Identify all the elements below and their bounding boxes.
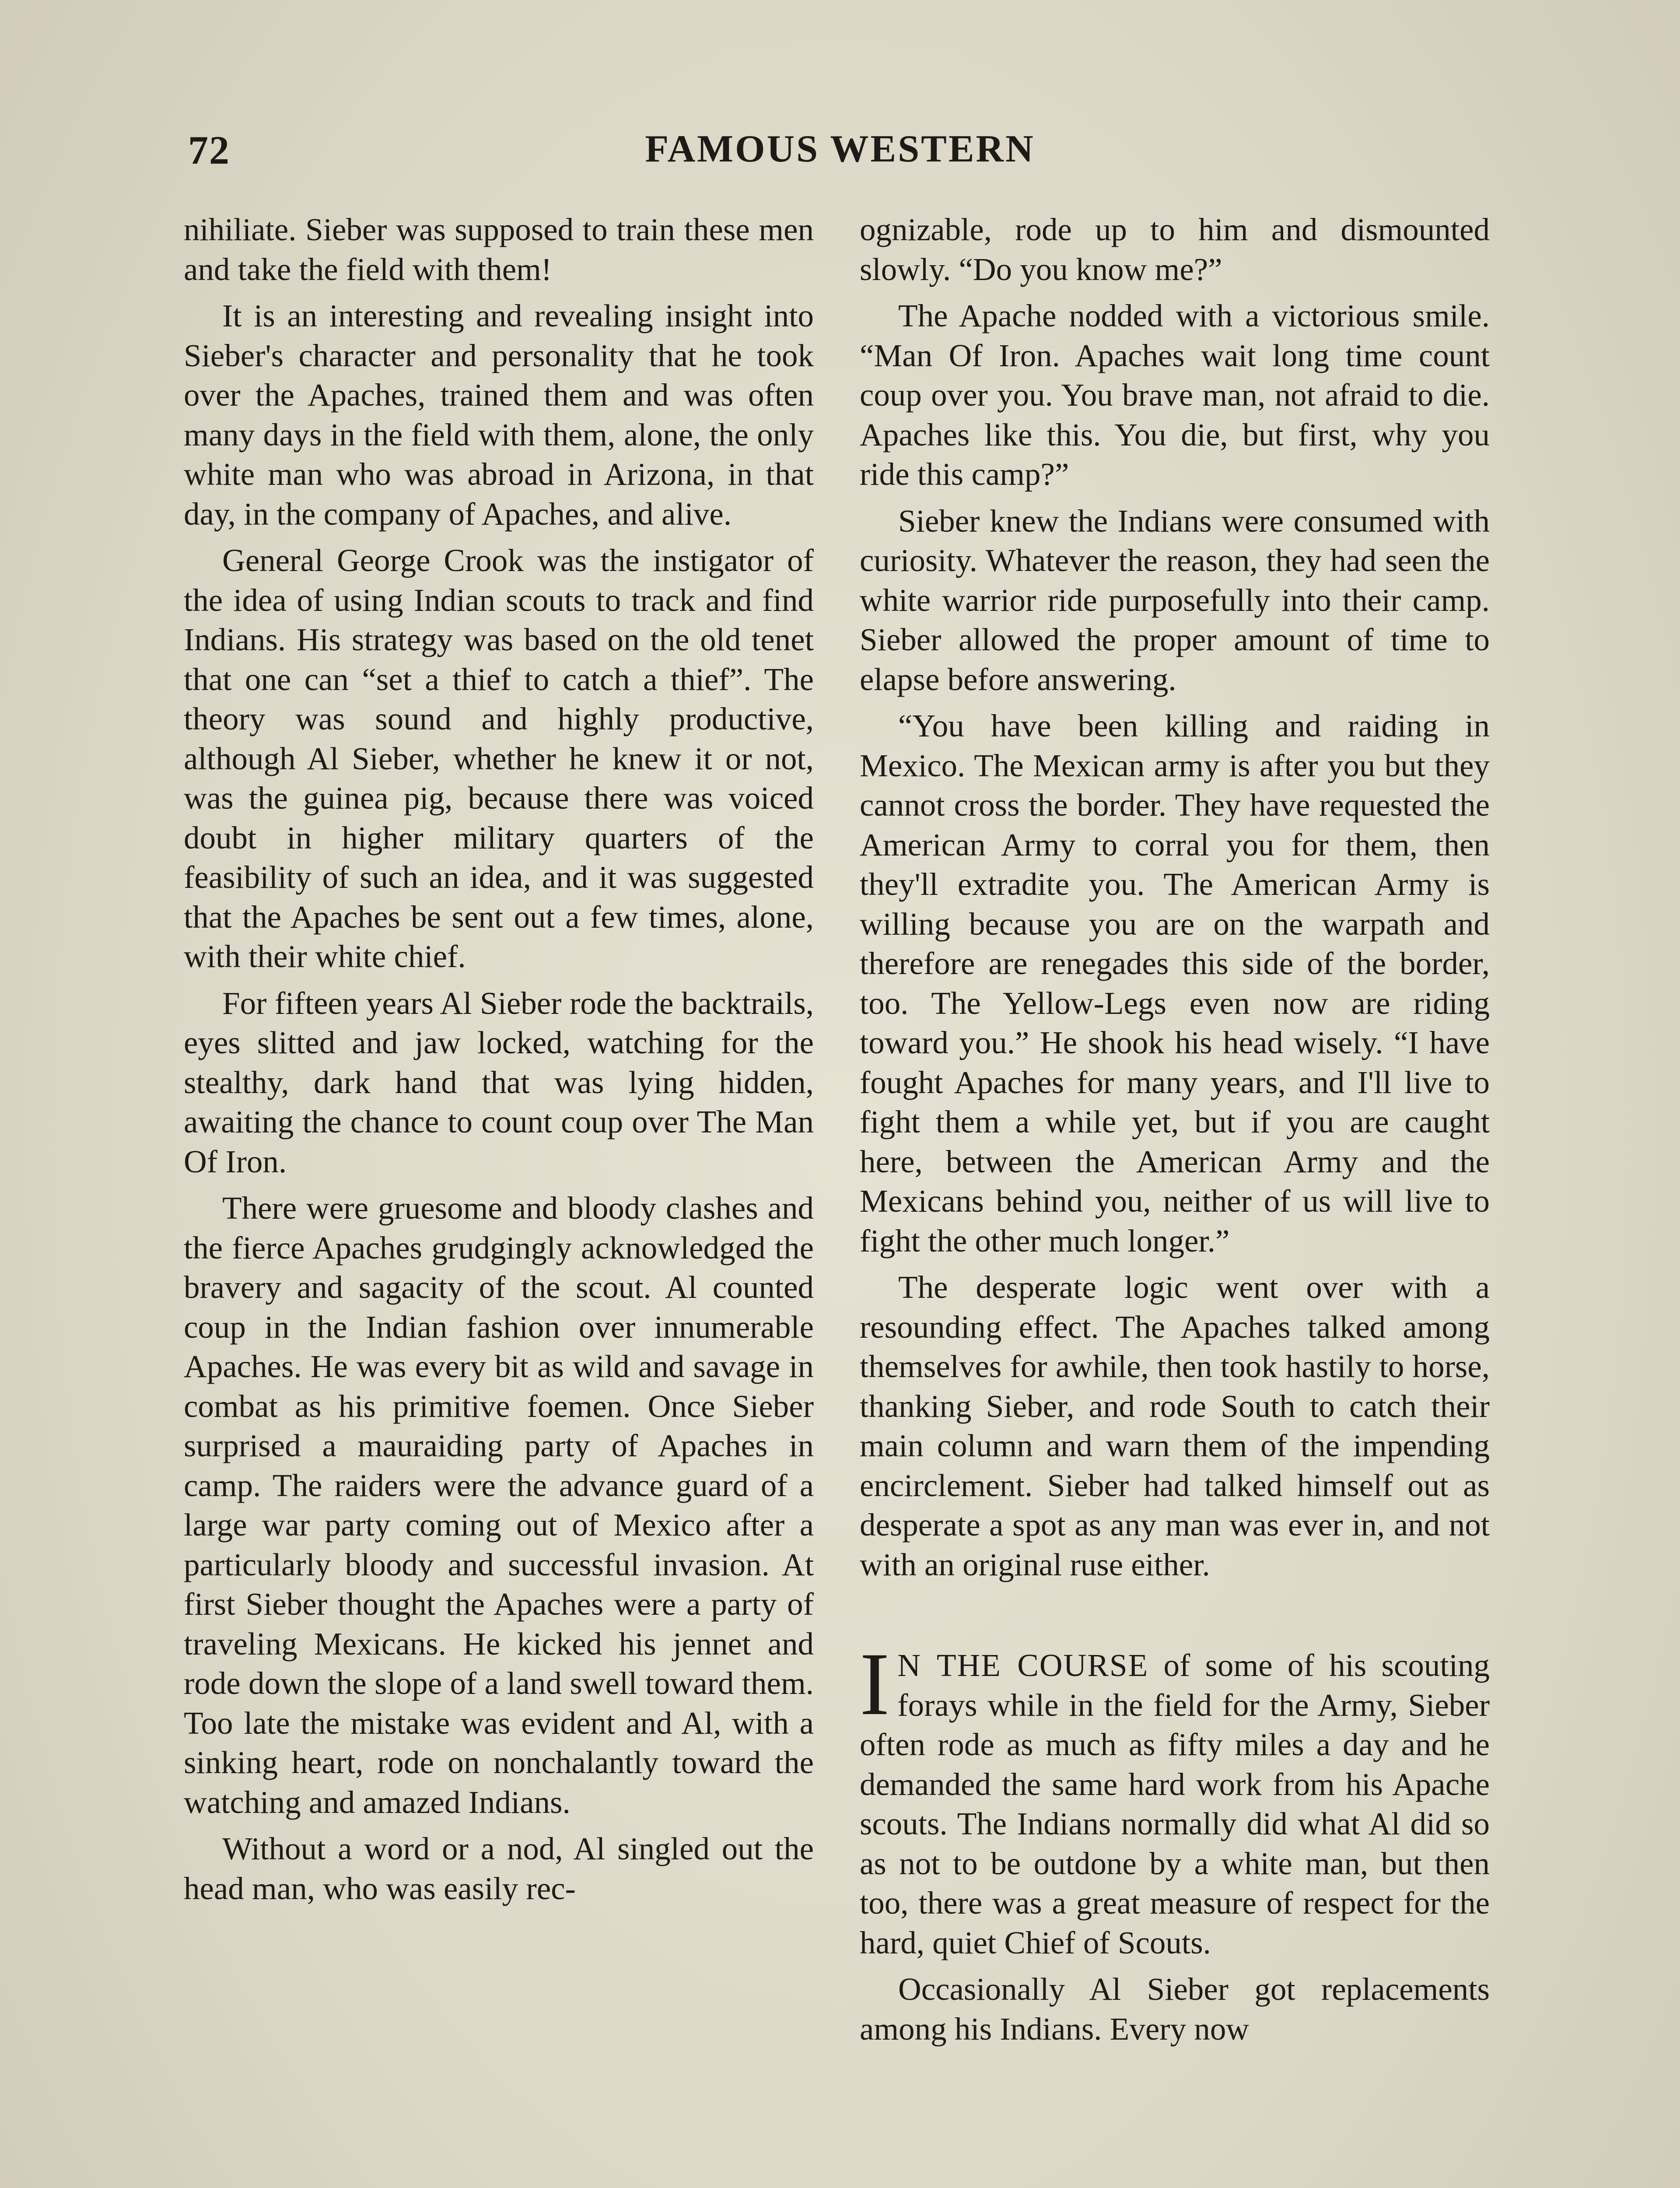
section-opening-paragraph (860, 1634, 1490, 1963)
running-title: FAMOUS WESTERN (645, 128, 1035, 170)
page-header (175, 127, 1505, 175)
paragraph: General George Crook was the instigator of the idea of using Indian scouts to track and find Indians. His strategy was based on the old tenet that one can “set a thief to catch a thief”. The theory was sound and highly productive, although Al Sieber, whether he knew it or not, was the guinea pig, because there was voiced doubt in higher military quarters of the feasibility of such an idea, and it was suggested that the Apaches be sent out a few times, alone, with their white chief. (184, 543, 814, 974)
paragraph: Occasionally Al Sieber got replacements among his Indians. Every now (860, 1971, 1490, 2047)
paragraph: Sieber knew the Indians were consumed with curiosity. Whatever the reason, they had seen the white warrior ride purposefully into their camp. Sieber allowed the proper amount of time to elapse before answering. (860, 503, 1490, 697)
paragraph: There were gruesome and bloody clashes and the fierce Apaches grudgingly acknowledged the bravery and sagacity of the scout. Al counted coup in the Indian fashion over innumerable Apaches. He was every bit as wild and savage in combat as his primitive foemen. Once Sieber surprised a mauraiding party of Apaches in camp. The raiders were the advance guard of a large war party coming out of Mexico after a particularly bloody and successful invasion. At first Sieber thought the Apaches were a party of traveling Mexicans. He kicked his jennet and rode down the slope of a land swell toward them. Too late the mistake was evident and Al, with a sinking heart, rode on nonchalantly toward the watching and amazed Indians. (184, 1190, 814, 1820)
paragraph: The Apache nodded with a victorious smile. “Man Of Iron. Apaches wait long time count coup over you. You brave man, not afraid to die. Apaches like this. You die, but first, why you ride this camp?” (860, 298, 1490, 492)
section-lead: N THE COURSE (897, 1648, 1149, 1683)
paragraph: For fifteen years Al Sieber rode the backtrails, eyes slitted and jaw locked, watching for the stealthy, dark hand that was lying hidden, awaiting the chance to count coup over The Man Of Iron. (184, 985, 814, 1179)
left-column (184, 210, 814, 1908)
paragraph: “You have been killing and raiding in Mexico. The Mexican army is after you but they cannot cross the border. They have requested the American Army to corral you for them, then they'll extradite you. The American Army is willing because you are on the warpath and therefore are renegades this side of the border, too. The Yellow-Legs even now are riding toward you.” He shook his head wisely. “I have fought Apaches for many years, and I'll live to fight them a while yet, but if you are caught here, between the American Army and the Mexicans behind you, neither of us will live to fight the other much longer.” (860, 708, 1490, 1259)
section-text: of some of his scouting forays while in the field for the Army, Sieber often rode as much as fifty miles a day and he demanded the same hard work from his Apache scouts. The Indians normally did what Al did so as not to be outdone by a white man, but then too, there was a great measure of respect for the hard, quiet Chief of Scouts. (860, 1648, 1490, 1960)
drop-cap: I (860, 1634, 890, 1734)
paragraph: Without a word or a nod, Al singled out the head man, who was easily rec- (184, 1831, 814, 1906)
paragraph: ognizable, rode up to him and dismounted slowly. “Do you know me?” (860, 212, 1490, 287)
right-column (860, 210, 1490, 2049)
paragraph: The desperate logic went over with a resounding effect. The Apaches talked among themselves for awhile, then took hastily to horse, thanking Sieber, and rode South to catch their main column and warn them of the impending encirclement. Sieber had talked himself out as desperate a spot as any man was ever in, and not with an original ruse either. (860, 1269, 1490, 1582)
page-number: 72 (188, 128, 230, 172)
paragraph: nihiliate. Sieber was supposed to train these men and take the field with them! (184, 212, 814, 287)
paragraph: It is an interesting and revealing insight into Sieber's character and personality that he took over the Apaches, trained them and was often many days in the field with them, alone, the only white man who was abroad in Arizona, in that day, in the company of Apaches, and alive. (184, 298, 814, 532)
